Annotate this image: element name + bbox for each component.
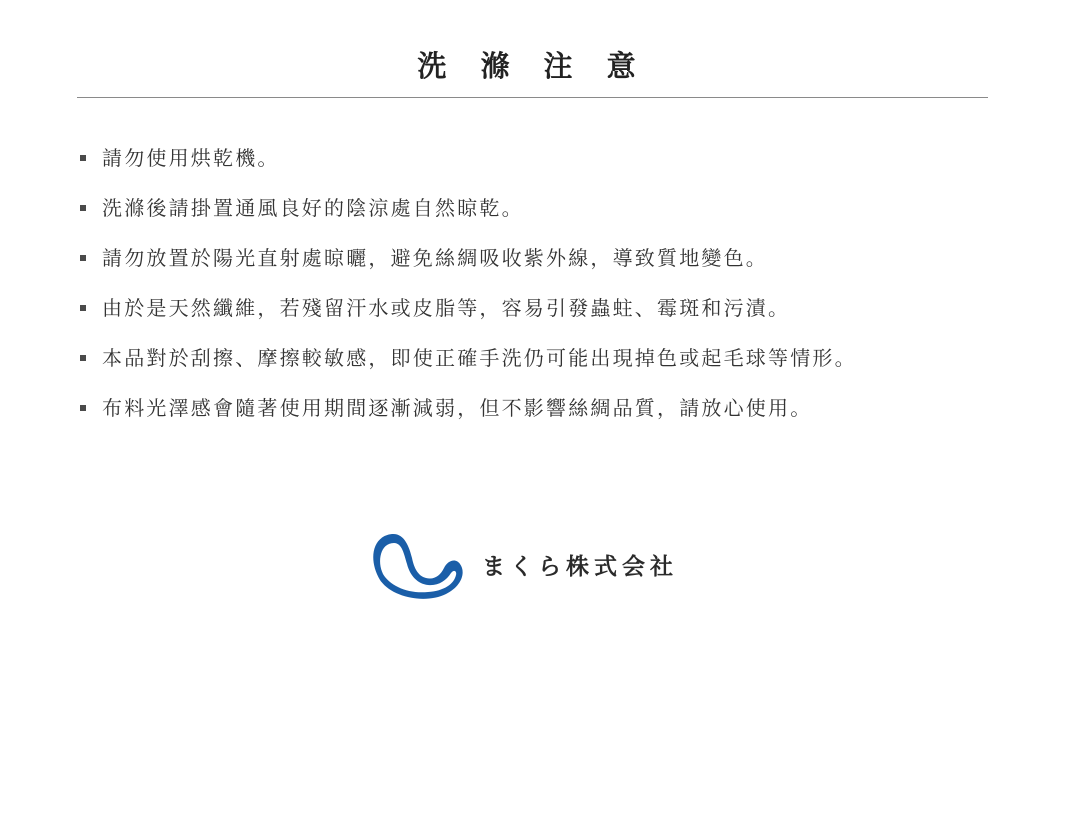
list-item-text: 洗滌後請掛置通風良好的陰涼處自然晾乾。 <box>102 196 524 220</box>
list-item-text: 請勿使用烘乾機。 <box>102 146 280 170</box>
title-divider <box>77 97 988 98</box>
brand-name: まくら株式会社 <box>482 554 678 580</box>
square-bullet-icon <box>80 355 86 361</box>
square-bullet-icon <box>80 155 86 161</box>
brand-logo <box>368 528 708 604</box>
square-bullet-icon <box>80 255 86 261</box>
square-bullet-icon <box>80 305 86 311</box>
list-item-text: 由於是天然纖維，若殘留汗水或皮脂等，容易引發蟲蛀、霉斑和污漬。 <box>102 296 791 320</box>
square-bullet-icon <box>80 205 86 211</box>
list-item-text: 布料光澤感會隨著使用期間逐漸減弱，但不影響絲綢品質，請放心使用。 <box>102 396 813 420</box>
list-item-text: 本品對於刮擦、摩擦較敏感，即使正確手洗仍可能出現掉色或起毛球等情形。 <box>102 346 857 370</box>
square-bullet-icon <box>80 405 86 411</box>
page-title: 洗 滌 注 意 <box>417 49 648 83</box>
list-item-text: 請勿放置於陽光直射處晾曬，避免絲綢吸收紫外線，導致質地變色。 <box>102 246 768 270</box>
wave-logo-icon <box>368 528 468 604</box>
